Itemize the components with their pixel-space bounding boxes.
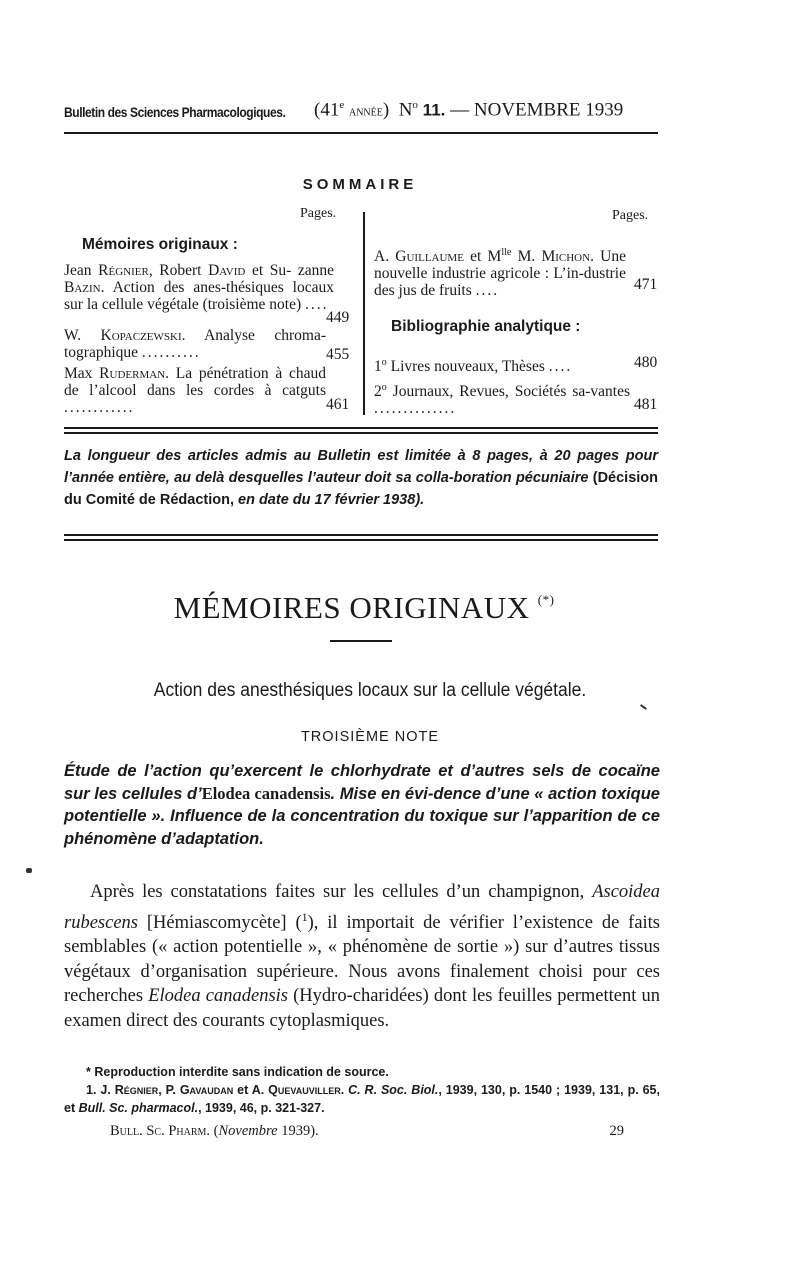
- footnote-ref: 1. J. Régnier, P. Gavaudan et A. Quevauviller. C. R. Soc. Biol., 1939, 130, p. 1540 ; 1939, 131, p. 65, et Bull. Sc. pharmacol., 1939, 46, p. 321-327.: [64, 1083, 660, 1115]
- column-divider: [363, 212, 365, 415]
- footnote-star: * Reproduction interdite sans indication de source.: [86, 1065, 389, 1079]
- biblio-entry: 2$^o$ Journaux, Revues, Sociétés sa-vantes ..............: [374, 382, 630, 418]
- note-label: TROISIÈME NOTE: [300, 729, 440, 745]
- toc-entry: Max Ruderman. La pénétration à chaud de l’alcool dans les cordes à catguts ............: [64, 365, 326, 416]
- toc-entry: Jean Régnier, Robert David et Su- zanne Bazin. Action des anes-thésiques locaux sur la cellule végétale (troisième note) ....: [64, 262, 335, 313]
- toc-page: 480: [634, 354, 658, 371]
- toc-page: 461: [326, 396, 350, 413]
- stray-mark: [640, 704, 647, 710]
- notice-rule-bottom-2: [64, 539, 658, 541]
- toc-entry: A. Guillaume et $M^{lle}$ M. Michon. Une nouvelle industrie agricole : L’in-dustrie des jus de fruits ....: [374, 247, 626, 300]
- toc-page: 481: [634, 396, 658, 413]
- body-paragraph: Après les constatations faites sur les cellules d’un champignon, Ascoidea rubescens [Hémiascomycète] ($^1$), il importait de vérifier l’existence de faits semblables (« action potentielle », « phénomène de sortie ») sur d’autres tissus végétaux d’organisation supérieure. Nous avons finalement choisi pour ces recherches Elodea canadensis (Hydro-charidées) dont les feuilles permettent un examen direct des courants cytoplasmiques.: [64, 882, 661, 1031]
- head-rule: [64, 132, 658, 134]
- pages-label-right: Pages.: [612, 208, 649, 223]
- section-title: MÉMOIRES ORIGINAUX (*): [173, 590, 555, 625]
- notice-rule-top-2: [64, 432, 658, 434]
- issue-number: 11.: [422, 100, 446, 120]
- notice-rule-bottom-1: [64, 534, 658, 536]
- running-head: [64, 101, 656, 127]
- issue-info: (41e année) $N^o$ 11. — NOVEMBRE 1939: [314, 99, 624, 121]
- notice-text: La longueur des articles admis au Bulletin est limitée à 8 pages, à 20 pages pour l’année entière, au delà desquelles l’auteur doit sa colla-boration pécuniaire (Décision du Comité de Rédaction, en date du 17 février 1938).: [64, 448, 659, 508]
- stray-mark: [26, 868, 32, 873]
- issue-date: NOVEMBRE 1939: [473, 99, 624, 121]
- page-footer: Bull. Sc. Pharm. (Novembre 1939). 29: [110, 1123, 624, 1139]
- toc-page: 449: [326, 309, 350, 326]
- notice-rule-top-1: [64, 427, 658, 429]
- article-title: Action des anesthésiques locaux sur la cellule végétale.: [153, 680, 587, 701]
- article-subtitle: Étude de l’action qu’exercent le chlorhydrate et d’autres sels de cocaïne sur les cellules d’Elodea canadensis. Mise en évi-dence d’une « action toxique potentielle ». Influence de la concentration du toxique sur l’apparition de ce phénomène d’adaptation.: [64, 762, 660, 848]
- right-section-heading: Bibliographie analytique :: [391, 318, 581, 335]
- journal-name: Bulletin des Sciences Pharmacologiques.: [64, 104, 286, 120]
- footnotes: [64, 1063, 660, 1117]
- toc-entry: W. Kopaczewski. Analyse chroma-tographique ..........: [64, 327, 326, 361]
- biblio-entry: 1$^o$ Livres nouveaux, Thèses ....: [374, 357, 573, 376]
- title-rule: [330, 640, 392, 642]
- page-number: 29: [609, 1123, 624, 1139]
- sommaire-title: SOMMAIRE: [302, 176, 418, 193]
- toc-page: 455: [326, 346, 350, 363]
- pages-label-left: Pages.: [300, 206, 337, 221]
- left-section-heading: Mémoires originaux :: [82, 236, 238, 253]
- toc-page: 471: [634, 276, 658, 293]
